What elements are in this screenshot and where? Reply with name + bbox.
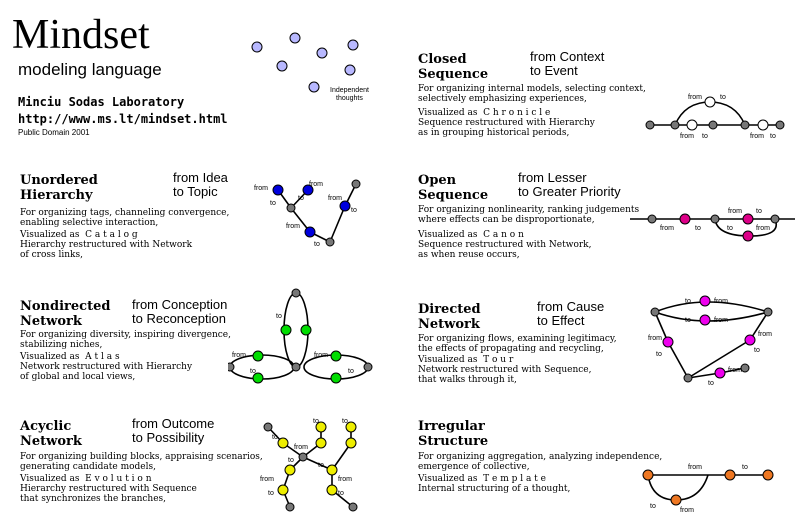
edge-label: to xyxy=(288,457,294,464)
node xyxy=(346,438,356,448)
node xyxy=(743,214,753,224)
edge-label: to xyxy=(695,225,701,232)
edge-label: from xyxy=(338,476,352,483)
node xyxy=(711,215,719,223)
edge-label: to xyxy=(770,133,776,140)
section-visualized-open-sequence: Visualized as C a n o n Sequence restructured with Network, as when reuse occurs, xyxy=(418,230,592,260)
section-title-unordered-hierarchy: Unordered Hierarchy xyxy=(20,173,98,203)
edge-label: from xyxy=(688,94,702,101)
node xyxy=(228,363,234,371)
edge-label: to xyxy=(342,418,348,425)
node xyxy=(364,363,372,371)
edge-label: to xyxy=(708,380,714,387)
page-title: Mindset xyxy=(12,12,150,58)
node xyxy=(281,325,291,335)
edge-label: to xyxy=(314,241,320,248)
edge-label: to xyxy=(298,195,304,202)
edge-label: from xyxy=(232,352,246,359)
edge-label: from xyxy=(728,367,742,374)
edge-label: from xyxy=(294,444,308,451)
edge-label: from xyxy=(680,133,694,140)
edge-label: from xyxy=(648,335,662,342)
node xyxy=(680,214,690,224)
node xyxy=(648,215,656,223)
chronicle-diagram xyxy=(640,90,790,145)
node xyxy=(326,238,334,246)
section-visualized-directed-network: Visualized as T o u r Network restructured with Sequence, that walks through it, xyxy=(418,355,592,385)
node xyxy=(349,503,357,511)
node xyxy=(758,120,768,130)
node xyxy=(643,470,653,480)
section-desc-unordered-hierarchy: For organizing tags, channeling convergence, enabling selective interaction, xyxy=(20,208,230,228)
section-desc-nondirected-network: For organizing diversity, inspiring divergence, stabilizing niches, xyxy=(20,330,231,350)
edge-label: from xyxy=(758,331,772,338)
section-visualized-irregular-structure: Visualized as T e m p l a t e Internal structuring of a thought, xyxy=(418,474,571,494)
node xyxy=(331,373,341,383)
section-desc-directed-network: For organizing flows, examining legitimacy, the effects of propagating and recycling, xyxy=(418,334,617,354)
node xyxy=(671,121,679,129)
node xyxy=(277,61,287,71)
node xyxy=(278,485,288,495)
edge-label: from xyxy=(714,317,728,324)
canon-diagram xyxy=(630,200,795,250)
node xyxy=(278,438,288,448)
edge-label: to xyxy=(313,418,319,425)
edge-label: from xyxy=(680,507,694,514)
node xyxy=(646,121,654,129)
node xyxy=(764,308,772,316)
catalog-diagram xyxy=(248,160,378,255)
section-fromto-closed-sequence: from Context to Event xyxy=(530,49,605,78)
node xyxy=(305,227,315,237)
edge-label: to xyxy=(270,200,276,207)
edge-label: to xyxy=(754,347,760,354)
edge-label: to xyxy=(351,207,357,214)
section-title-irregular-structure: Irregular Structure xyxy=(418,419,489,449)
node xyxy=(287,204,295,212)
node xyxy=(700,296,710,306)
section-fromto-unordered-hierarchy: from Idea to Topic xyxy=(173,170,228,199)
edge-label: from xyxy=(756,225,770,232)
node xyxy=(286,503,294,511)
node xyxy=(684,374,692,382)
edge-label: to xyxy=(656,351,662,358)
edge-label: to xyxy=(250,368,256,375)
node xyxy=(771,215,779,223)
section-desc-closed-sequence: For organizing internal models, selecting context, selectively emphasizing experiences, xyxy=(418,84,646,104)
edge-label: to xyxy=(685,317,691,324)
evolution-diagram xyxy=(258,415,378,520)
edge-label: to xyxy=(272,434,278,441)
node xyxy=(253,351,263,361)
section-fromto-nondirected-network: from Conception to Reconception xyxy=(132,297,228,326)
node xyxy=(299,453,307,461)
node xyxy=(340,201,350,211)
edge-label: to xyxy=(650,503,656,510)
lab-name: Minciu Sodas Laboratory xyxy=(18,95,185,109)
independent-thoughts-diagram xyxy=(240,25,390,110)
node xyxy=(345,65,355,75)
section-title-acyclic-network: Acyclic Network xyxy=(20,419,82,449)
node xyxy=(709,121,717,129)
edge-label: from xyxy=(714,298,728,305)
node xyxy=(264,423,272,431)
edge-label: to xyxy=(727,225,733,232)
node xyxy=(285,465,295,475)
independent-nodes xyxy=(252,33,358,92)
section-title-closed-sequence: Closed Sequence xyxy=(418,52,489,82)
independent-label-2: thoughts xyxy=(336,95,363,102)
section-title-open-sequence: Open Sequence xyxy=(418,173,489,203)
node xyxy=(352,180,360,188)
edge-label: to xyxy=(685,298,691,305)
license-text: Public Domain 2001 xyxy=(18,128,90,137)
node xyxy=(290,33,300,43)
edge-label: from xyxy=(688,464,702,471)
node xyxy=(327,485,337,495)
section-visualized-unordered-hierarchy: Visualized as C a t a l o g Hierarchy restructured with Network of cross links, xyxy=(20,230,193,260)
node xyxy=(741,364,749,372)
edge-label: from xyxy=(286,223,300,230)
node xyxy=(745,335,755,345)
node xyxy=(671,495,681,505)
node xyxy=(715,368,725,378)
edge-label: to xyxy=(742,464,748,471)
node xyxy=(273,185,283,195)
node xyxy=(331,351,341,361)
section-fromto-open-sequence: from Lesser to Greater Priority xyxy=(518,170,621,199)
node xyxy=(725,470,735,480)
section-visualized-closed-sequence: Visualized as C h r o n i c l e Sequence restructured with Hierarchy as in grouping historical periods, xyxy=(418,108,595,138)
node xyxy=(776,121,784,129)
lab-url[interactable]: http://www.ms.lt/mindset.html xyxy=(18,112,228,126)
node xyxy=(705,97,715,107)
edge-label: to xyxy=(318,462,324,469)
node xyxy=(292,289,300,297)
node xyxy=(301,325,311,335)
section-title-directed-network: Directed Network xyxy=(418,302,481,332)
edge-label: from xyxy=(309,181,323,188)
edge-label: to xyxy=(756,208,762,215)
edge-label: to xyxy=(268,490,274,497)
node xyxy=(651,308,659,316)
edge-label: from xyxy=(750,133,764,140)
node xyxy=(700,315,710,325)
edge-label: from xyxy=(660,225,674,232)
node xyxy=(348,40,358,50)
section-desc-acyclic-network: For organizing building blocks, appraising scenarios, generating candidate models, xyxy=(20,452,263,472)
edge-label: from xyxy=(254,185,268,192)
section-title-nondirected-network: Nondirected Network xyxy=(20,299,111,329)
section-visualized-acyclic-network: Visualized as E v o l u t i o n Hierarchy restructured with Sequence that synchronizes the branches, xyxy=(20,474,197,504)
node xyxy=(687,120,697,130)
node xyxy=(741,121,749,129)
section-fromto-directed-network: from Cause to Effect xyxy=(537,299,605,328)
section-visualized-nondirected-network: Visualized as A t l a s Network restructured with Hierarchy of global and local views, xyxy=(20,352,193,382)
section-desc-open-sequence: For organizing nonlinearity, ranking judgements where effects can be disproportionate, xyxy=(418,205,640,225)
edge-label: from xyxy=(314,352,328,359)
edge-label: from xyxy=(260,476,274,483)
node xyxy=(292,363,300,371)
node xyxy=(309,82,319,92)
edge-label: from xyxy=(728,208,742,215)
page-subtitle: modeling language xyxy=(18,60,162,79)
node xyxy=(663,337,673,347)
template-diagram xyxy=(630,458,780,518)
section-desc-irregular-structure: For organizing aggregation, analyzing independence, emergence of collective, xyxy=(418,452,663,472)
edge-label: to xyxy=(720,94,726,101)
atlas-diagram xyxy=(228,285,378,390)
edge-label: from xyxy=(328,195,342,202)
edge-label: to xyxy=(276,313,282,320)
edge-label: to xyxy=(338,490,344,497)
node xyxy=(252,42,262,52)
node xyxy=(763,470,773,480)
edge-label: to xyxy=(348,368,354,375)
independent-label-1: Independent xyxy=(330,87,369,94)
tour-diagram xyxy=(640,290,790,390)
edge-label: to xyxy=(702,133,708,140)
node xyxy=(327,465,337,475)
node xyxy=(317,48,327,58)
section-fromto-acyclic-network: from Outcome to Possibility xyxy=(132,416,215,445)
node xyxy=(316,438,326,448)
node xyxy=(743,231,753,241)
